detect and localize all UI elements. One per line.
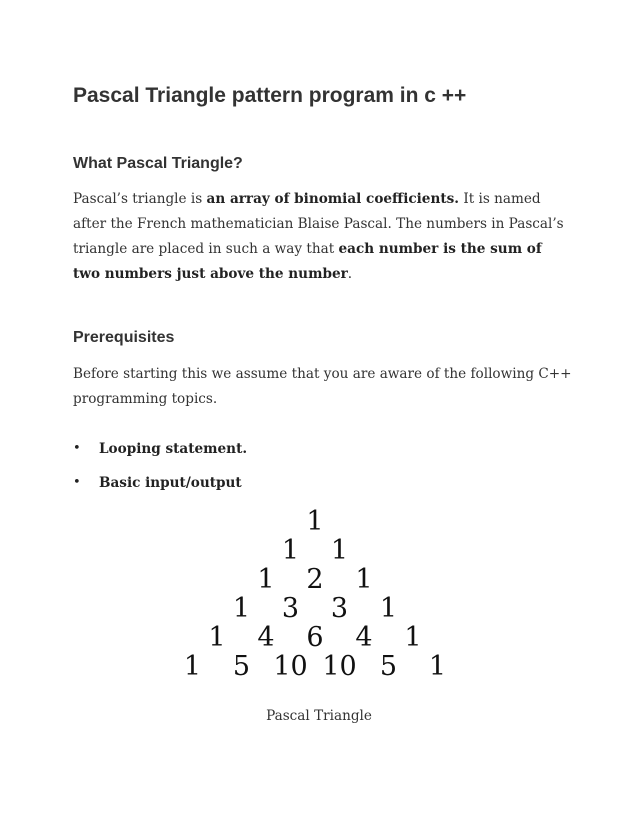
triangle-number: 3 [281,593,300,624]
list-item [73,440,247,474]
intro-bold-2: each number is the sum of two numbers just above the number [73,241,542,282]
triangle-number: 4 [355,622,373,653]
triangle-number: 1 [330,535,349,566]
list-item-label: Looping statement. [99,441,248,457]
figure-caption: Pascal Triangle [266,708,372,724]
section-heading-prerequisites: Prerequisites [73,329,175,346]
pascal-triangle-figure [170,500,470,690]
triangle-number: 1 [208,622,226,653]
intro-text-2: It is named after the French mathematician Blaise Pascal. The numbers in Pascal’s triangle are placed in such a way that [73,191,564,257]
triangle-number: 1 [428,651,447,682]
intro-text-3: . [347,266,353,282]
page-title: Pascal Triangle pattern program in c ++ [73,84,467,107]
prerequisites-paragraph: Before starting this we assume that you are aware of the following C++ programming topics. [73,366,572,407]
intro-text-1: Pascal’s triangle is [73,191,207,207]
triangle-number: 1 [232,593,251,624]
triangle-number: 1 [257,564,275,595]
triangle-number: 6 [306,622,324,653]
triangle-number: 10 [322,651,357,682]
triangle-number: 1 [183,651,202,682]
triangle-number: 1 [379,593,398,624]
triangle-number: 10 [273,651,308,682]
triangle-number: 1 [404,622,422,653]
triangle-number: 5 [379,651,398,682]
intro-paragraph [73,187,573,287]
triangle-number: 1 [306,506,324,537]
triangle-number: 2 [306,564,324,595]
triangle-number: 1 [355,564,373,595]
triangle-number: 4 [257,622,275,653]
triangle-number: 3 [330,593,349,624]
bullet-icon: • [73,475,81,490]
intro-bold-1: an array of binomial coefficients. [206,191,459,207]
prerequisites-list [73,440,247,508]
bullet-icon: • [73,441,81,456]
section-heading-what: What Pascal Triangle? [73,155,243,172]
list-item-label: Basic input/output [99,475,242,491]
triangle-number: 1 [281,535,300,566]
triangle-number: 5 [232,651,251,682]
